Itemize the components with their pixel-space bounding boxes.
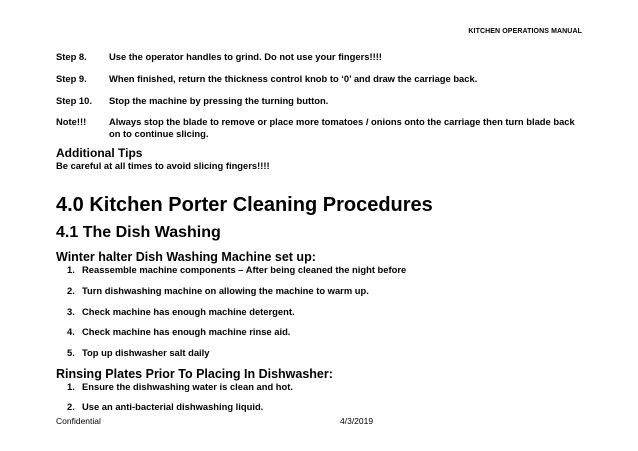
- tips-heading: Additional Tips: [56, 146, 143, 160]
- tips-text: Be careful at all times to avoid slicing fingers!!!!: [56, 160, 270, 171]
- list-item: [67, 306, 295, 317]
- footer-confidential: Confidential: [56, 416, 101, 426]
- list-text: Check machine has enough machine detergent.: [82, 306, 295, 317]
- list-number: 1.: [67, 264, 75, 275]
- list-item: [67, 264, 406, 275]
- note-text: Always stop the blade to remove or place more tomatoes / onions onto the carriage then turn blade back on to continue slicing.: [109, 116, 575, 139]
- setup-heading: Winter halter Dish Washing Machine set up:: [56, 250, 316, 264]
- step-text: Use the operator handles to grind. Do not use your fingers!!!!: [109, 51, 382, 62]
- list-text: Use an anti-bacterial dishwashing liquid.: [82, 401, 264, 412]
- running-header: KITCHEN OPERATIONS MANUAL: [468, 28, 582, 35]
- rinsing-heading: Rinsing Plates Prior To Placing In Dishwasher:: [56, 367, 333, 381]
- step-label: Step 9.: [56, 73, 87, 84]
- note: [56, 116, 586, 140]
- list-text: Ensure the dishwashing water is clean and hot.: [82, 381, 293, 392]
- section-title: 4.0 Kitchen Porter Cleaning Procedures: [56, 194, 433, 216]
- list-item: [67, 347, 209, 358]
- list-number: 5.: [67, 347, 75, 358]
- list-item: [67, 285, 369, 296]
- step-text: Stop the machine by pressing the turning button.: [109, 95, 329, 106]
- section-subtitle: 4.1 The Dish Washing: [56, 224, 221, 241]
- list-number: 4.: [67, 326, 75, 337]
- footer-date: 4/3/2019: [340, 416, 374, 426]
- list-item: [67, 326, 290, 337]
- step-10: [56, 95, 586, 107]
- list-text: Reassemble machine components – After being cleaned the night before: [82, 264, 407, 275]
- list-text: Turn dishwashing machine on allowing the machine to warm up.: [82, 285, 369, 296]
- step-9: [56, 73, 586, 85]
- list-number: 1.: [67, 381, 75, 392]
- list-number: 3.: [67, 306, 75, 317]
- list-text: Top up dishwasher salt daily: [82, 347, 210, 358]
- list-item: [67, 381, 293, 392]
- list-item: [67, 401, 263, 412]
- list-number: 2.: [67, 285, 75, 296]
- step-text: When finished, return the thickness control knob to ‘0’ and draw the carriage back.: [109, 73, 478, 84]
- step-label: Step 10.: [56, 95, 92, 106]
- note-label: Note!!!: [56, 116, 87, 127]
- step-label: Step 8.: [56, 51, 87, 62]
- step-8: [56, 51, 586, 63]
- list-number: 2.: [67, 401, 75, 412]
- list-text: Check machine has enough machine rinse aid.: [82, 326, 291, 337]
